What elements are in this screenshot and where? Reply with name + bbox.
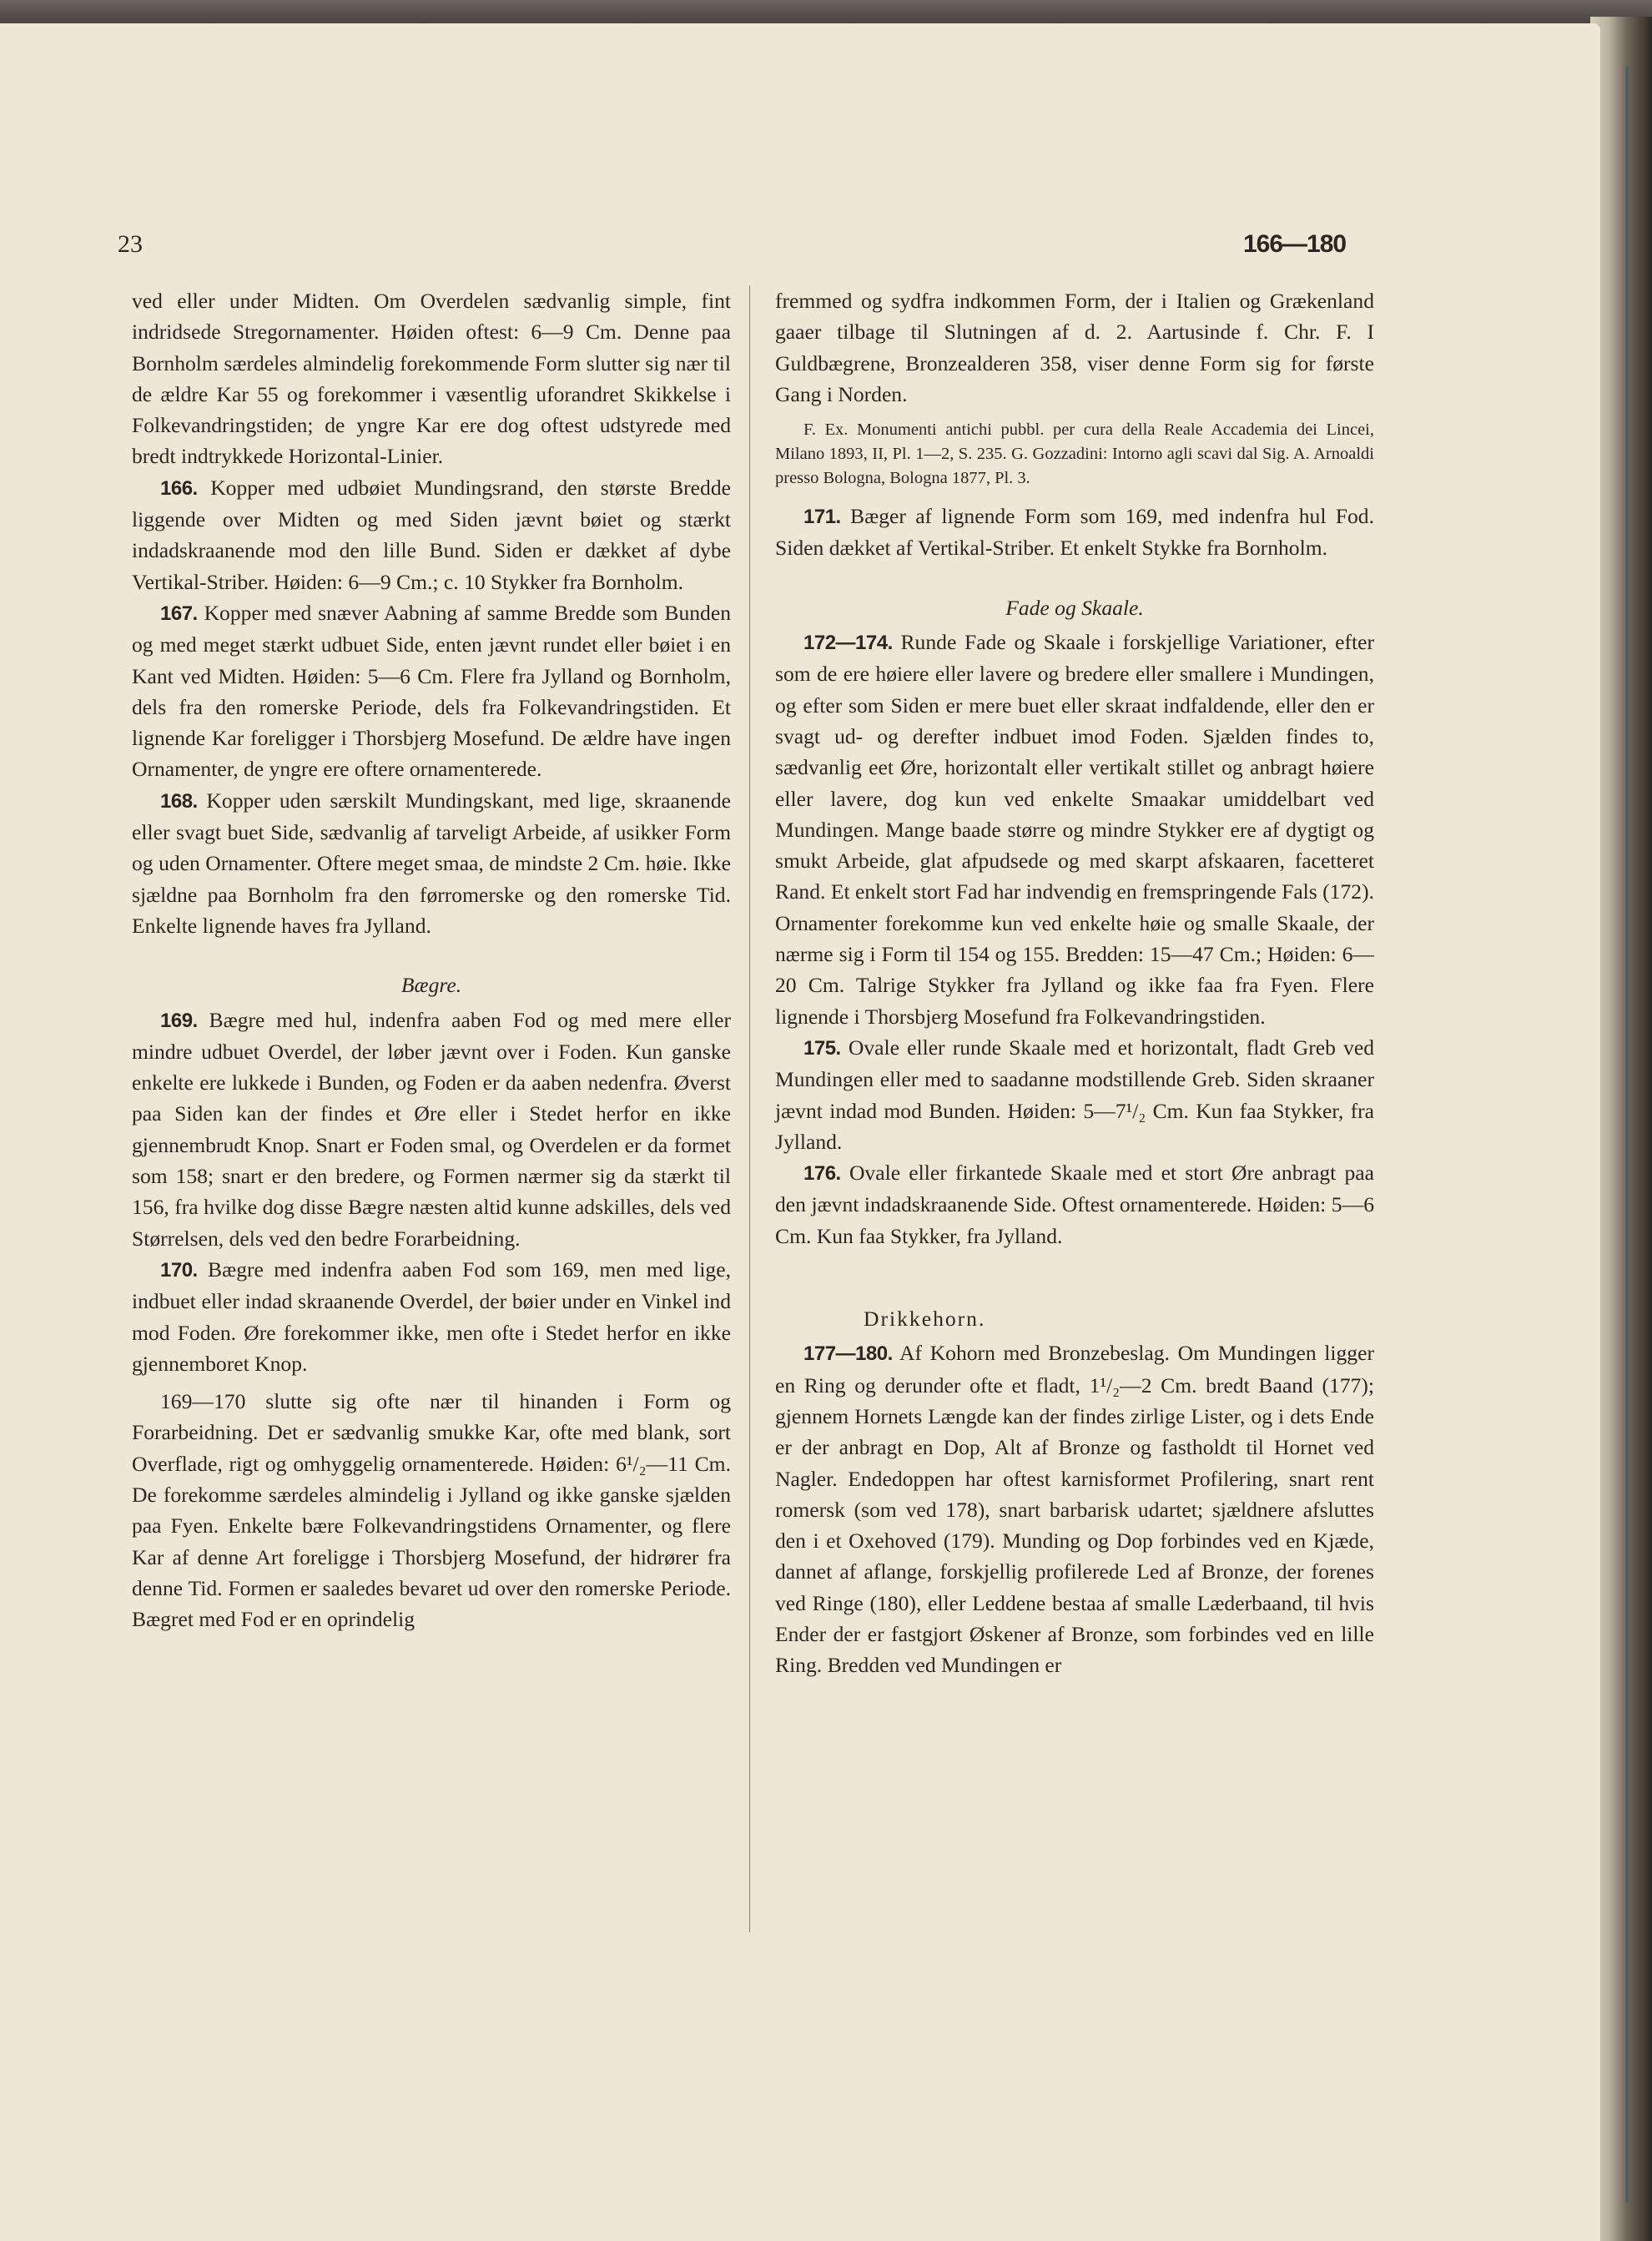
entry-170 <box>132 1254 731 1379</box>
entry-177-180 <box>775 1337 1374 1680</box>
page-number: 23 <box>118 230 143 258</box>
entry-number: 168. <box>160 789 198 813</box>
entry-text: Ovale eller runde Skaale med et horizontalt, fladt Greb ved Mundingen eller med to saadanne modstillende Greb. Siden skraaner jævnt indad mod Bunden. Høiden: 5—7¹/₂ Cm. Kun faa Stykker, fra Jylland. <box>775 1035 1374 1154</box>
paragraph-intro-right: fremmed og sydfra indkommen Form, der i Italien og Grækenland gaaer tilbage til Slutningen af d. 2. Aartusinde f. Chr. F. I Guldbægrene, Bronzealderen 358, viser denne Form sig for første Gang i Norden. <box>775 289 1374 406</box>
entry-number: 171. <box>803 506 841 529</box>
entry-168 <box>132 785 731 941</box>
entry-text: Bægre med indenfra aaben Fod som 169, men med lige, indbuet eller indad skraanende Overdel, der bøier under en Vinkel ind mod Foden. Øre forekommer ikke, men ofte i Stedet herfor en ikke gjennemboret Knop. <box>132 1256 731 1376</box>
entry-172-174 <box>775 627 1374 1032</box>
entry-number: 170. <box>160 1258 198 1282</box>
entry-text: Bæger af lignende Form som 169, med indenfra hul Fod. Siden dækket af Vertikal-Striber. Et enkelt Stykke fra Bornholm. <box>775 504 1374 561</box>
entry-169 <box>132 1005 731 1254</box>
left-column <box>132 285 731 1634</box>
entry-text: Ovale eller firkantede Skaale med et stort Øre anbragt paa den jævnt indadskraanende Side. Oftest ornamenterede. Høiden: 5—6 Cm. Kun faa Stykker, fra Jylland. <box>775 1161 1375 1248</box>
right-column <box>775 285 1374 1681</box>
entry-range: 166—180 <box>1243 230 1347 258</box>
column-divider <box>749 285 750 1932</box>
section-heading-drikkehorn: Drikkehorn. <box>864 1307 986 1332</box>
entry-text: Kopper med snæver Aabning af samme Bredde som Bunden og med meget stærkt udbuet Side, enten jævnt rundet eller bøiet i en Kant ved Midten. Høiden: 5—6 Cm. Flere fra Jylland og Bornholm, dels fra den romerske Periode, dels fra Folkevandringstiden. Et lignende Kar foreligger i Thorsbjerg Mosefund. De ældre have ingen Ornamenter, de yngre ere oftere ornamenterede. <box>132 600 731 782</box>
note-169-170: 169—170 slutte sig ofte nær til hinanden i Form og Forarbeidning. Det er sædvanlig smukke Kar, ofte med blank, sort Overflade, rigt og omhyggelig ornamenterede. Høiden: 6¹/₂—11 Cm. De forekomme særdeles almindelig i Jylland og ikke ganske sjælden paa Fyen. Enkelte bære Folkevandringstidens Ornamenter, og flere Kar af denne Art foreligge i Thorsbjerg Mosefund, der hidrører fra denne Tid. Formen er saaledes bevaret ud over den romerske Periode. Bægret med Fod er en oprindelig <box>132 1389 731 1632</box>
entry-number: 175. <box>803 1036 841 1060</box>
entry-number: 167. <box>160 602 198 625</box>
entry-text: Runde Fade og Skaale i forskjellige Variationer, efter som de ere høiere eller lavere og bredere eller smallere i Mundingen, og efter som Siden er mere buet eller skraat indfaldende, eller den er svagt ud- og derefter indbuet imod Foden. Sjælden findes to, sædvanlig eet Øre, horizontalt eller vertikalt stillet og anbragt høiere eller lavere, dog kun ved enkelte Smaakar umiddelbart ved Mundingen. Mange baade større og mindre Stykker ere af dygtigt og smukt Arbeide, glat afpudsede og med skarpt afskaaren, facetteret Rand. Et enkelt stort Fad har indvendig en fremspringende Fals (172). Ornamenter forekomme kun ved enkelte høie og smalle Skaale, der nærme sig i Form til 154 og 155. Bredden: 15—47 Cm.; Høiden: 6—20 Cm. Talrige Stykker fra Jylland og ikke faa fra Fyen. Flere lignende i Thorsbjerg Mosefund fra Folkevandringstiden. <box>775 630 1374 1029</box>
entry-171 <box>775 501 1374 564</box>
entry-number: 166. <box>160 476 198 500</box>
entry-number: 176. <box>803 1162 841 1186</box>
entry-text: Kopper med udbøiet Mundingsrand, den største Bredde liggende over Midten og med Siden jævnt bøiet og stærkt indadskraanende mod den lille Bund. Siden er dækket af dybe Vertikal-Striber. Høiden: 6—9 Cm.; c. 10 Stykker fra Bornholm. <box>132 475 731 594</box>
bibliographic-references: F. Ex. Monumenti antichi pubbl. per cura della Reale Accademia dei Lincei, Milano 1893, II, Pl. 1—2, S. 235. G. Gozzadini: Intorno agli scavi dal Sig. A. Arnoaldi presso Bologna, Bologna 1877, Pl. 3. <box>775 421 1374 488</box>
paragraph-intro-left: ved eller under Midten. Om Overdelen sædvanlig simple, fint indridsede Stregornamenter. Høiden oftest: 6—9 Cm. Denne paa Bornholm særdeles almindelig forekommende Form slutter sig nær til de ældre Kar 55 og forekommer i væsentlig uforandret Skikkelse i Folkevandringstiden; de yngre Kar ere dog oftest udstyrede med bredt indtrykkede Horizontal-Linier. <box>132 289 731 469</box>
section-heading-fade-og-skaale: Fade og Skaale. <box>1005 595 1144 620</box>
entry-number: 172—174. <box>803 632 893 655</box>
entry-167 <box>132 597 731 785</box>
running-header <box>0 230 1600 264</box>
binding-stripe <box>1625 67 1629 2203</box>
entry-text: Kopper uden særskilt Mundingskant, med lige, skraanende eller svagt buet Side, sædvanlig af tarveligt Arbeide, af usikker Form og uden Ornamenter. Oftere meget smaa, de mindste 2 Cm. høie. Ikke sjældne paa Bornholm fra den førromerske og den romerske Tid. Enkelte lignende haves fra Jylland. <box>132 788 731 938</box>
entry-175 <box>775 1032 1374 1157</box>
entry-176 <box>775 1157 1374 1251</box>
entry-number: 177—180. <box>803 1342 893 1366</box>
entry-number: 169. <box>160 1009 198 1032</box>
entry-text: Af Kohorn med Bronzebeslag. Om Mundingen ligger en Ring og derunder ofte et fladt, 1¹/₂—2 Cm. bredt Baand (177); gjennem Hornets Længde kan der findes zirlige Lister, og i dets Ende er der anbragt en Dop, Alt af Bronze og fastholdt til Hornet ved Nagler. Endedoppen har oftest karnisformet Profilering, snart rent romersk (som ved 178), snart barbarisk udartet; sjældnere afsluttes den i et Oxehoved (179). Munding og Dop forbindes ved en Kjæde, dannet af aflange, forskjellig profilerede Led af Bronze, der forenes ved Ringe (180), eller Leddene bestaa af smalle Læderbaand, til hvis Ender der er fastgjort Øskener af Bronze, som forbindes ved en lille Ring. Bredden ved Mundingen er <box>775 1341 1374 1678</box>
entry-text: Bægre med hul, indenfra aaben Fod og med mere eller mindre udbuet Overdel, der løber jævnt over i Foden. Kun ganske enkelte ere lukkede i Bunden, og Foden er da aaben nedenfra. Øverst paa Siden kan der findes et Øre eller i Stedet herfor en ikke gjennembrudt Knop. Snart er Foden smal, og Overdelen er da formet som 158; snart er den bredere, og Formen nærmer sig da stærkt til 156, fra hvilke dog disse Bægre næsten altid kunne adskilles, dels ved Størrelsen, dels ved den bedre Forarbeidning. <box>132 1007 731 1251</box>
section-heading-baegre: Bægre. <box>400 973 462 998</box>
entry-166 <box>132 472 731 597</box>
